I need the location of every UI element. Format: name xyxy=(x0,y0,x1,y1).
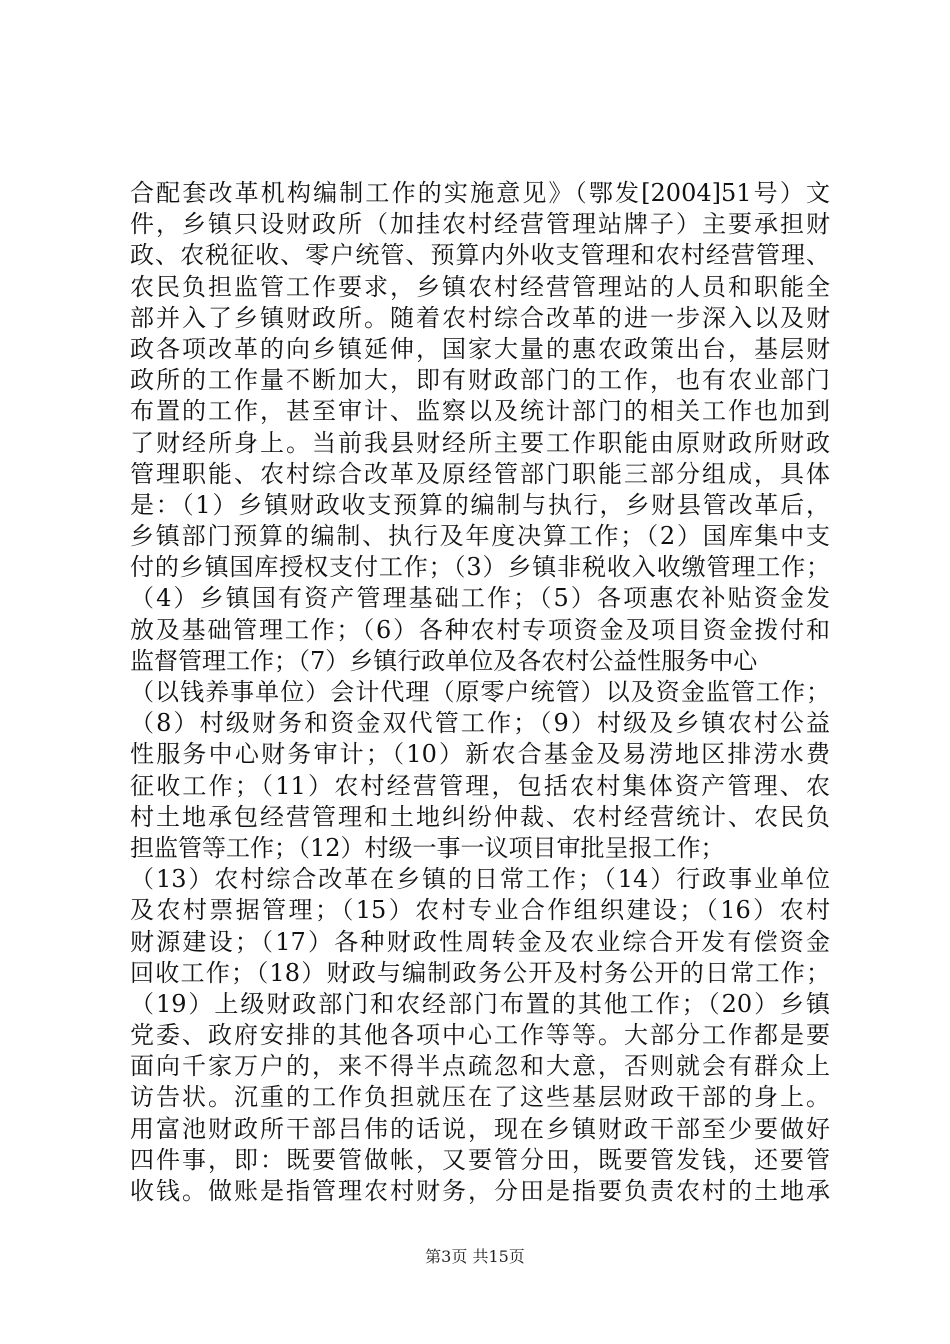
text-line: 管理职能、农村综合改革及原经管部门职能三部分组成，具体 xyxy=(130,459,830,488)
text-line: 布置的工作，甚至审计、监察以及统计部门的相关工作也加到 xyxy=(130,397,830,426)
text-line: （以钱养事单位）会计代理（原零户统管）以及资金监管工作； xyxy=(130,678,830,706)
text-line: 合配套改革机构编制工作的实施意见》（鄂发[2004]51号）文 xyxy=(130,179,830,207)
text-line: 及农村票据管理；（15）农村专业合作组织建设；（16）农村 xyxy=(130,896,830,925)
text-line: 收钱。做账是指管理农村财务，分田是指要负责农村的土地承 xyxy=(130,1177,830,1205)
text-line: 性服务中心财务审计；（10）新农合基金及易涝地区排涝水费 xyxy=(130,740,830,769)
text-line: 政各项改革的向乡镇延伸，国家大量的惠农政策出台，基层财 xyxy=(130,334,830,363)
text-line: 部并入了乡镇财政所。随着农村综合改革的进一步深入以及财 xyxy=(130,303,830,332)
body-paragraph xyxy=(130,178,830,1207)
text-line: 村土地承包经营管理和土地纠纷仲裁、农村经营统计、农民负 xyxy=(130,802,830,831)
text-line: 征收工作；（11）农村经营管理，包括农村集体资产管理、农 xyxy=(130,771,830,800)
text-line: 是：（1）乡镇财政收支预算的编制与执行，乡财县管改革后， xyxy=(130,490,830,519)
text-line: 担监管等工作；（12）村级一事一议项目审批呈报工作； xyxy=(130,833,725,862)
text-line: 件，乡镇只设财政所（加挂农村经营管理站牌子）主要承担财 xyxy=(130,210,830,239)
text-line: 财源建设；（17）各种财政性周转金及农业综合开发有偿资金 xyxy=(130,927,830,956)
text-line: 用富池财政所干部吕伟的话说，现在乡镇财政干部至少要做好 xyxy=(130,1114,830,1143)
text-line: 乡镇部门预算的编制、执行及年度决算工作；（2）国库集中支 xyxy=(130,522,830,551)
text-line: （13）农村综合改革在乡镇的日常工作；（14）行政事业单位 xyxy=(130,865,830,894)
page-number-footer: 第3页 共15页 xyxy=(425,1247,525,1266)
text-line: 政、农税征收、零户统管、预算内外收支管理和农村经营管理、 xyxy=(130,241,830,270)
text-line: 党委、政府安排的其他各项中心工作等等。大部分工作都是要 xyxy=(130,1021,830,1050)
text-line: 了财经所身上。当前我县财经所主要工作职能由原财政所财政 xyxy=(130,428,830,457)
text-line: 四件事，即：既要管做帐，又要管分田，既要管发钱，还要管 xyxy=(130,1145,830,1174)
text-line: 农民负担监管工作要求，乡镇农村经营管理站的人员和职能全 xyxy=(130,272,830,301)
text-line: （4）乡镇国有资产管理基础工作；（5）各项惠农补贴资金发 xyxy=(130,584,830,613)
text-line: 面向千家万户的，来不得半点疏忽和大意，否则就会有群众上 xyxy=(130,1052,830,1081)
text-line: （8）村级财务和资金双代管工作；（9）村级及乡镇农村公益 xyxy=(130,709,830,738)
text-line: （19）上级财政部门和农经部门布置的其他工作；（20）乡镇 xyxy=(130,989,830,1018)
text-line: 访告状。沉重的工作负担就压在了这些基层财政干部的身上。 xyxy=(130,1083,830,1112)
text-line: 放及基础管理工作；（6）各种农村专项资金及项目资金拨付和 xyxy=(130,615,830,644)
text-line: 回收工作；（18）财政与编制政务公开及村务公开的日常工作； xyxy=(130,958,830,987)
text-line: 政所的工作量不断加大，即有财政部门的工作，也有农业部门 xyxy=(130,366,830,395)
text-line: 监督管理工作；（7）乡镇行政单位及各农村公益性服务中心 xyxy=(130,646,758,675)
text-line: 付的乡镇国库授权支付工作；（3）乡镇非税收入收缴管理工作； xyxy=(130,553,830,582)
